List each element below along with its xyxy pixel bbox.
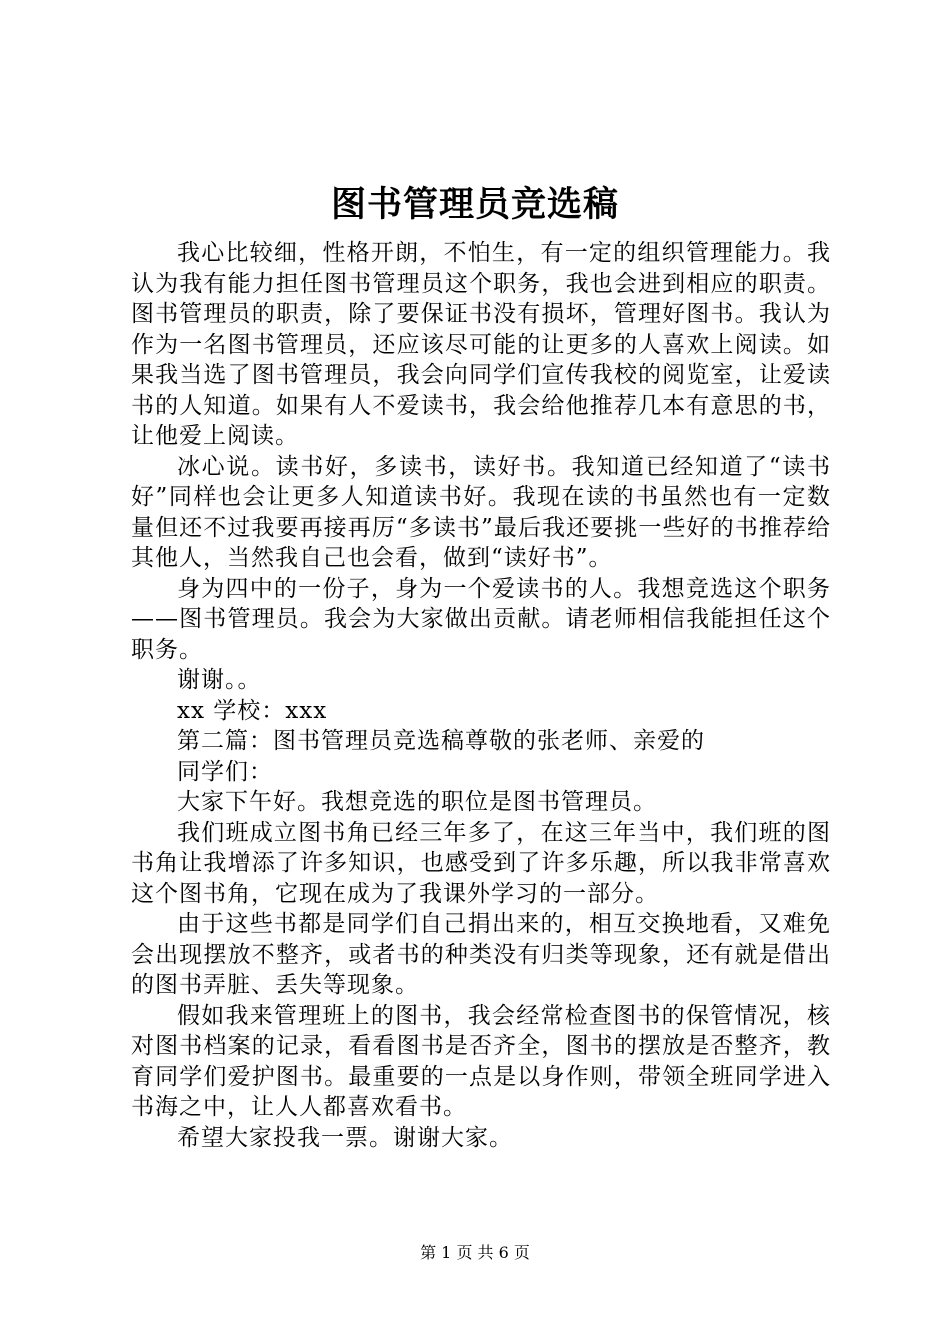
text-line: xx 学校：xxx — [177, 697, 328, 724]
paragraph: 假如我来管理班上的图书，我会经常检查图书的保管情况，核对图书档案的记录，看看图书是否齐全，图书的摆放是否整齐，教育同学们爱护图书。最重要的一点是以身作则，带领全班同学进入书海之中，让人人都喜欢看书。 — [131, 1002, 831, 1120]
section-heading: 第二篇：图书管理员竞选稿尊敬的张老师、亲爱的 — [177, 728, 705, 754]
page-title: 图书管理员竞选稿 — [330, 184, 619, 225]
paragraph: 由于这些书都是同学们自己捐出来的，相互交换地看，又难免会出现摆放不整齐，或者书的种类没有归类等现象，还有就是借出的图书弄脏、丢失等现象。 — [131, 911, 831, 998]
text-line: 大家下午好。我想竞选的职位是图书管理员。 — [177, 789, 657, 815]
salutation: 同学们： — [177, 758, 273, 785]
paragraph: 身为四中的一份子，身为一个爱读书的人。我想竞选这个职务——图书管理员。我会为大家做出贡献。请老师相信我能担任这个职务。 — [131, 575, 831, 663]
text-line: 谢谢。。 — [177, 667, 262, 693]
paragraph: 我们班成立图书角已经三年多了，在这三年当中，我们班的图书角让我增添了许多知识，也感受到了许多乐趣，所以我非常喜欢这个图书角，它现在成为了我课外学习的一部分。 — [131, 819, 831, 907]
page-footer: 第 1 页 共 6 页 — [420, 1243, 530, 1262]
document-body — [131, 238, 831, 1153]
paragraph: 我心比较细，性格开朗，不怕生，有一定的组织管理能力。我认为我有能力担任图书管理员这个职务，我也会进到相应的职责。图书管理员的职责，除了要保证书没有损坏，管理好图书。我认为作为一名图书管理员，还应该尽可能的让更多的人喜欢上阅读。如果我当选了图书管理员，我会向同学们宣传我校的阅览室，让爱读书的人知道。如果有人不爱读书，我会给他推荐几本有意思的书，让他爱上阅读。 — [131, 240, 831, 449]
paragraph: 希望大家投我一票。谢谢大家。 — [177, 1124, 513, 1151]
paragraph: 冰心说。读书好，多读书，读好书。我知道已经知道了“读书好”同样也会让更多人知道读书好。我现在读的书虽然也有一定数量但还不过我要再接再厉“多读书”最后我还要挑一些好的书推荐给其他人，当然我自己也会看，做到“读好书”。 — [131, 453, 831, 571]
